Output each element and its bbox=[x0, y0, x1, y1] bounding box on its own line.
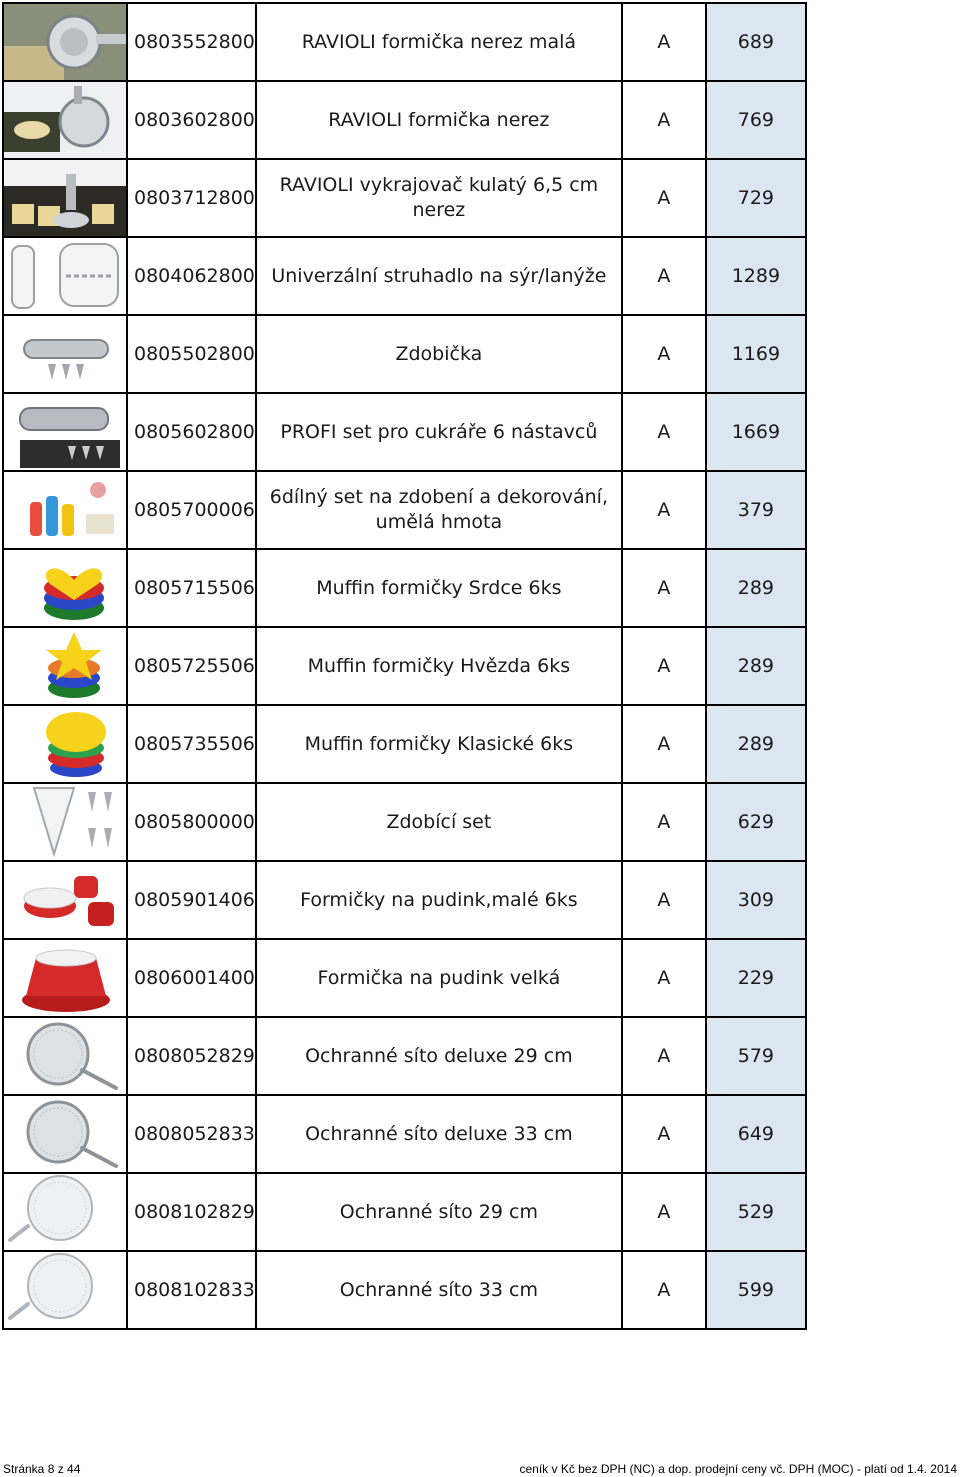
product-class: A bbox=[622, 627, 706, 705]
product-row bbox=[3, 1173, 806, 1251]
product-price: 1669 bbox=[706, 393, 806, 471]
product-name: Muffin formičky Srdce 6ks bbox=[256, 549, 622, 627]
product-class: A bbox=[622, 3, 706, 81]
piping-bag-icon bbox=[4, 784, 126, 860]
product-class: A bbox=[622, 1017, 706, 1095]
product-name: RAVIOLI formička nerez bbox=[256, 81, 622, 159]
splatter-screen-deluxe-icon bbox=[4, 1018, 126, 1094]
product-price: 1289 bbox=[706, 237, 806, 315]
muffin-classic-icon bbox=[4, 706, 126, 782]
page-number: Stránka 8 z 44 bbox=[3, 1462, 81, 1476]
product-code: 0805602800 bbox=[127, 393, 256, 471]
product-price: 729 bbox=[706, 159, 806, 237]
product-name: PROFI set pro cukráře 6 nástavců bbox=[256, 393, 622, 471]
product-image-cell bbox=[3, 1251, 127, 1329]
product-price: 309 bbox=[706, 861, 806, 939]
product-price: 769 bbox=[706, 81, 806, 159]
product-code: 0808102829 bbox=[127, 1173, 256, 1251]
product-class: A bbox=[622, 315, 706, 393]
product-class: A bbox=[622, 549, 706, 627]
product-name: Univerzální struhadlo na sýr/lanýže bbox=[256, 237, 622, 315]
product-price: 579 bbox=[706, 1017, 806, 1095]
product-row bbox=[3, 939, 806, 1017]
product-image-cell bbox=[3, 393, 127, 471]
splatter-screen-icon bbox=[4, 1174, 126, 1250]
muffin-heart-icon bbox=[4, 550, 126, 626]
ravioli-cutter-icon bbox=[4, 160, 126, 236]
product-class: A bbox=[622, 159, 706, 237]
pudding-mold-large-icon bbox=[4, 940, 126, 1016]
product-row bbox=[3, 1017, 806, 1095]
product-row bbox=[3, 1095, 806, 1173]
product-image-cell bbox=[3, 81, 127, 159]
product-image-cell bbox=[3, 237, 127, 315]
product-image-cell bbox=[3, 627, 127, 705]
product-name: RAVIOLI formička nerez malá bbox=[256, 3, 622, 81]
product-name: 6dílný set na zdobení a dekorování, umělá hmota bbox=[256, 471, 622, 549]
product-class: A bbox=[622, 81, 706, 159]
product-class: A bbox=[622, 471, 706, 549]
product-class: A bbox=[622, 237, 706, 315]
product-class: A bbox=[622, 393, 706, 471]
product-image-cell bbox=[3, 3, 127, 81]
product-price: 649 bbox=[706, 1095, 806, 1173]
product-class: A bbox=[622, 783, 706, 861]
product-image-cell bbox=[3, 939, 127, 1017]
product-class: A bbox=[622, 705, 706, 783]
product-code: 0805715506 bbox=[127, 549, 256, 627]
product-name: Muffin formičky Hvězda 6ks bbox=[256, 627, 622, 705]
product-name: Ochranné síto 33 cm bbox=[256, 1251, 622, 1329]
product-code: 0806001400 bbox=[127, 939, 256, 1017]
product-price: 229 bbox=[706, 939, 806, 1017]
product-row bbox=[3, 783, 806, 861]
product-image-cell bbox=[3, 159, 127, 237]
product-class: A bbox=[622, 861, 706, 939]
product-row bbox=[3, 159, 806, 237]
product-name: Ochranné síto deluxe 29 cm bbox=[256, 1017, 622, 1095]
product-row bbox=[3, 1251, 806, 1329]
product-price: 1169 bbox=[706, 315, 806, 393]
product-row bbox=[3, 705, 806, 783]
ravioli-mold-icon bbox=[4, 82, 126, 158]
product-code: 0803712800 bbox=[127, 159, 256, 237]
product-image-cell bbox=[3, 1017, 127, 1095]
splatter-screen-icon bbox=[4, 1252, 126, 1328]
product-code: 0805502800 bbox=[127, 315, 256, 393]
product-code: 0803602800 bbox=[127, 81, 256, 159]
product-name: Formičky na pudink,malé 6ks bbox=[256, 861, 622, 939]
pastry-set-icon bbox=[4, 394, 126, 470]
product-image-cell bbox=[3, 471, 127, 549]
product-image-cell bbox=[3, 783, 127, 861]
product-class: A bbox=[622, 1095, 706, 1173]
product-row bbox=[3, 471, 806, 549]
muffin-star-icon bbox=[4, 628, 126, 704]
product-price: 379 bbox=[706, 471, 806, 549]
product-image-cell bbox=[3, 861, 127, 939]
product-price: 289 bbox=[706, 627, 806, 705]
product-class: A bbox=[622, 1173, 706, 1251]
product-code: 0805700006 bbox=[127, 471, 256, 549]
product-row bbox=[3, 627, 806, 705]
product-table bbox=[2, 2, 807, 1330]
pudding-molds-small-icon bbox=[4, 862, 126, 938]
product-code: 0808102833 bbox=[127, 1251, 256, 1329]
product-code: 0805735506 bbox=[127, 705, 256, 783]
decorating-set-icon bbox=[4, 472, 126, 548]
product-image-cell bbox=[3, 1173, 127, 1251]
product-name: Formička na pudink velká bbox=[256, 939, 622, 1017]
ravioli-mold-small-icon bbox=[4, 4, 126, 80]
product-price: 289 bbox=[706, 705, 806, 783]
product-name: Zdobička bbox=[256, 315, 622, 393]
product-code: 0805800000 bbox=[127, 783, 256, 861]
product-row bbox=[3, 315, 806, 393]
product-code: 0803552800 bbox=[127, 3, 256, 81]
product-image-cell bbox=[3, 315, 127, 393]
price-note: ceník v Kč bez DPH (NC) a dop. prodejní ceny vč. DPH (MOC) - platí od 1.4. 2014 bbox=[519, 1462, 957, 1476]
product-price: 289 bbox=[706, 549, 806, 627]
product-class: A bbox=[622, 1251, 706, 1329]
grater-icon bbox=[4, 238, 126, 314]
splatter-screen-deluxe-icon bbox=[4, 1096, 126, 1172]
product-price: 599 bbox=[706, 1251, 806, 1329]
product-row bbox=[3, 237, 806, 315]
product-price: 629 bbox=[706, 783, 806, 861]
product-code: 0808052829 bbox=[127, 1017, 256, 1095]
product-price: 529 bbox=[706, 1173, 806, 1251]
decorator-icon bbox=[4, 316, 126, 392]
product-code: 0805901406 bbox=[127, 861, 256, 939]
product-price: 689 bbox=[706, 3, 806, 81]
product-image-cell bbox=[3, 1095, 127, 1173]
product-code: 0808052833 bbox=[127, 1095, 256, 1173]
product-code: 0805725506 bbox=[127, 627, 256, 705]
product-name: Muffin formičky Klasické 6ks bbox=[256, 705, 622, 783]
product-class: A bbox=[622, 939, 706, 1017]
product-row bbox=[3, 3, 806, 81]
product-code: 0804062800 bbox=[127, 237, 256, 315]
product-name: RAVIOLI vykrajovač kulatý 6,5 cm nerez bbox=[256, 159, 622, 237]
product-row bbox=[3, 393, 806, 471]
product-image-cell bbox=[3, 549, 127, 627]
product-row bbox=[3, 861, 806, 939]
product-row bbox=[3, 549, 806, 627]
product-name: Ochranné síto deluxe 33 cm bbox=[256, 1095, 622, 1173]
product-name: Zdobící set bbox=[256, 783, 622, 861]
product-image-cell bbox=[3, 705, 127, 783]
product-name: Ochranné síto 29 cm bbox=[256, 1173, 622, 1251]
product-row bbox=[3, 81, 806, 159]
